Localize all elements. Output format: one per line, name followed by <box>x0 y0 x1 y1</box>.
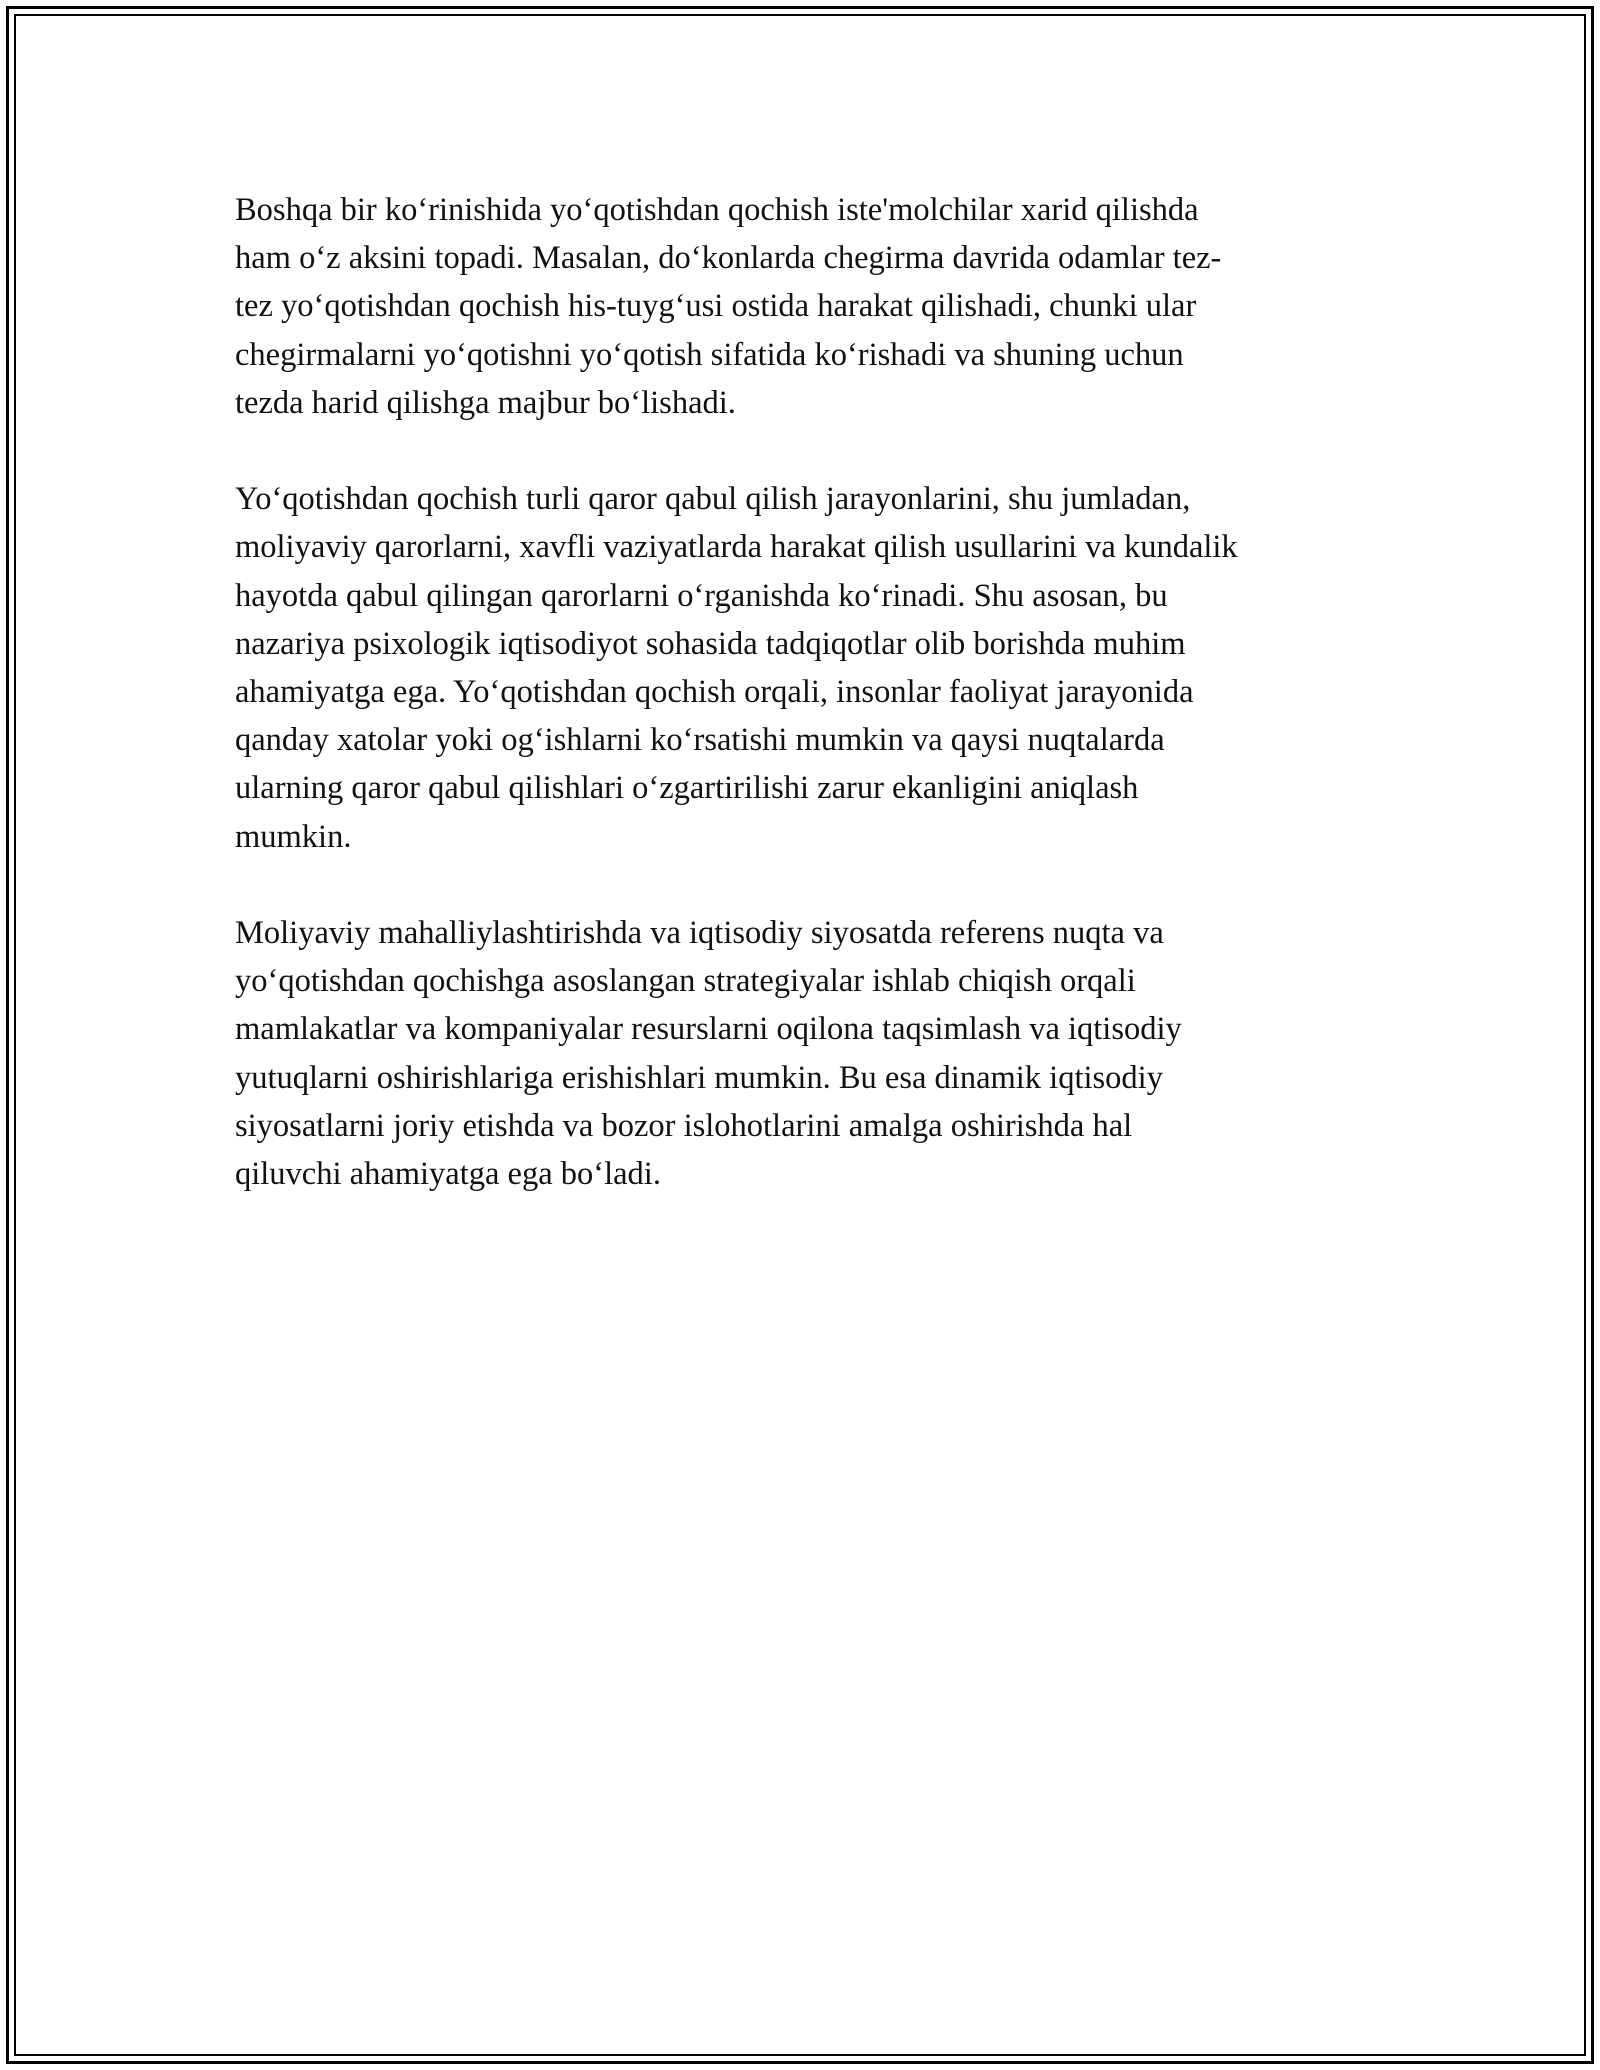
text-line: hayotda qabul qilingan qarorlarni oʻrganishda koʻrinadi. Shu asosan, bu <box>235 577 1168 614</box>
text-line: nazariya psixologik iqtisodiyot sohasida tadqiqotlar olib borishda muhim <box>235 625 1186 662</box>
text-line: ham oʻz aksini topadi. Masalan, doʻkonlarda chegirma davrida odamlar tez- <box>235 240 1222 277</box>
text-line: moliyaviy qarorlarni, xavfli vaziyatlarda harakat qilish usullarini va kundalik <box>235 529 1238 566</box>
text-line: tez yoʻqotishdan qochish his-tuygʻusi ostida harakat qilishadi, chunki ular <box>235 288 1197 325</box>
text-line: mumkin. <box>235 818 352 855</box>
text-line: yutuqlarni oshirishlariga erishishlari mumkin. Bu esa dinamik iqtisodiy <box>235 1059 1163 1096</box>
text-line: ahamiyatga ega. Yoʻqotishdan qochish orqali, insonlar faoliyat jarayonida <box>235 674 1194 711</box>
text-line: chegirmalarni yoʻqotishni yoʻqotish sifatida koʻrishadi va shuning uchun <box>235 336 1184 373</box>
text-line: Boshqa bir koʻrinishida yoʻqotishdan qochish iste'molchilar xarid qilishda <box>235 192 1199 228</box>
document-body <box>235 186 1395 1246</box>
text-line: tezda harid qilishga majbur boʻlishadi. <box>235 384 736 421</box>
text-line: Yoʻqotishdan qochish turli qaror qabul qilish jarayonlarini, shu jumladan, <box>235 481 1191 518</box>
text-line: siyosatlarni joriy etishda va bozor islohotlarini amalga oshirishda hal <box>235 1107 1133 1144</box>
text-line: mamlakatlar va kompaniyalar resurslarni oqilona taqsimlash va iqtisodiy <box>235 1011 1182 1048</box>
paragraph-decision-making <box>235 475 1395 861</box>
text-line: qanday xatolar yoki ogʻishlarni koʻrsatishi mumkin va qaysi nuqtalarda <box>235 722 1165 759</box>
paragraph-economic-policy <box>235 909 1395 1198</box>
text-line: ularning qaror qabul qilishlari oʻzgartirilishi zarur ekanligini aniqlash <box>235 770 1139 807</box>
text-line: yoʻqotishdan qochishga asoslangan strategiyalar ishlab chiqish orqali <box>235 963 1136 1000</box>
text-line: Moliyaviy mahalliylashtirishda va iqtisodiy siyosatda referens nuqta va <box>235 915 1164 952</box>
text-line: qiluvchi ahamiyatga ega boʻladi. <box>235 1156 661 1193</box>
paragraph-consumer-purchases <box>235 186 1395 427</box>
